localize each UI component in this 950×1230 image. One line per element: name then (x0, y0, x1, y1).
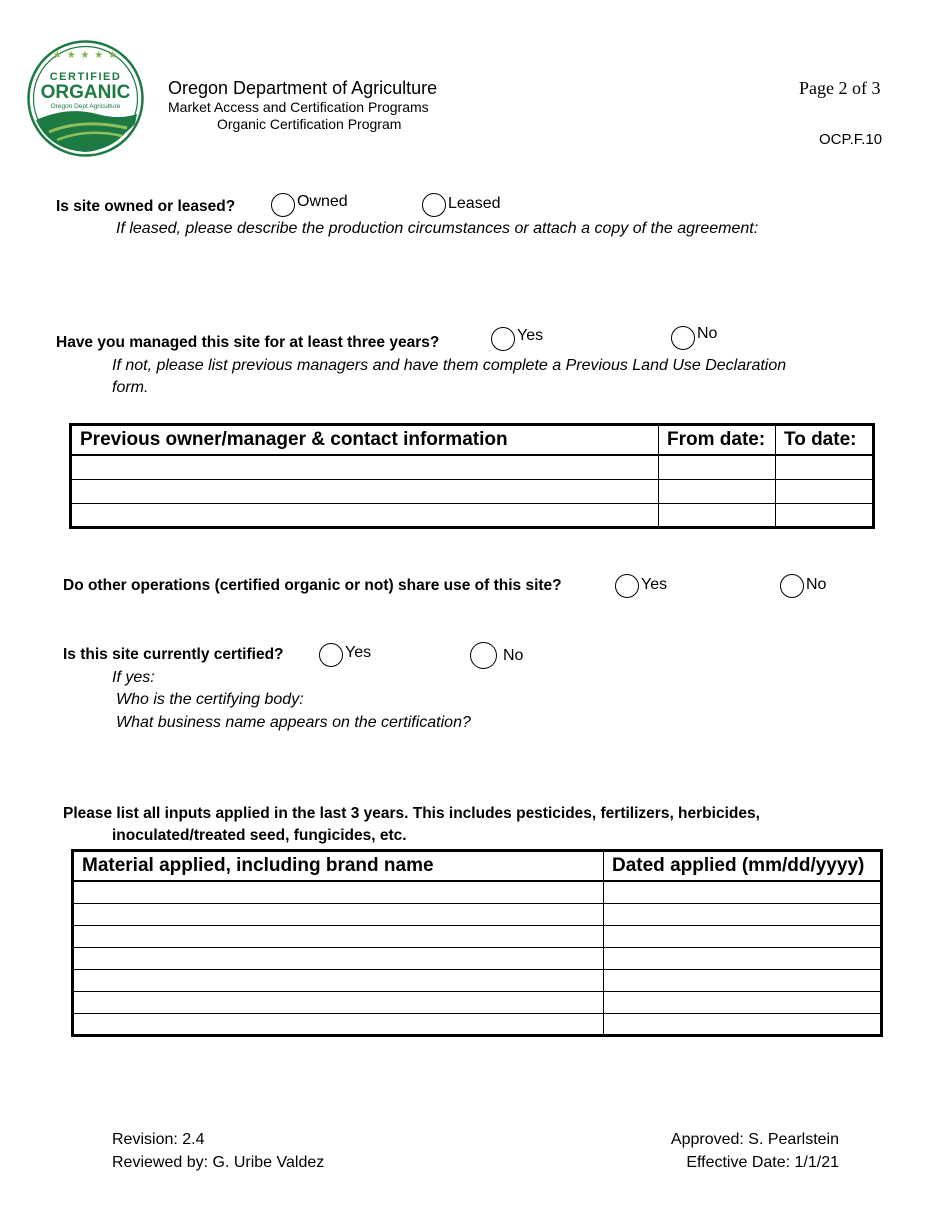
owned-leased-question: Is site owned or leased? (56, 198, 236, 215)
footer-left (112, 1128, 324, 1174)
table-cell[interactable] (73, 903, 604, 925)
owned-radio[interactable] (271, 193, 295, 217)
table-cell[interactable] (776, 479, 874, 503)
leased-note: If leased, please describe the production circumstances or attach a copy of the agreement: (116, 220, 759, 237)
share-no-radio[interactable] (780, 574, 804, 598)
revision: Revision: 2.4 (112, 1131, 205, 1148)
table-cell[interactable] (659, 479, 776, 503)
reviewed-by: Reviewed by: G. Uribe Valdez (112, 1154, 325, 1171)
managed-yes-label: Yes (517, 327, 544, 344)
table-cell[interactable] (659, 455, 776, 479)
table-cell[interactable] (71, 503, 659, 527)
owned-option[interactable] (271, 193, 348, 217)
table-row (71, 503, 874, 527)
table-row (73, 991, 882, 1013)
form-code: OCP.F.10 (819, 131, 883, 148)
table-cell[interactable] (73, 1013, 604, 1035)
share-no-label: No (806, 576, 827, 593)
table-row (71, 455, 874, 479)
inputs-instruction-line1: Please list all inputs applied in the last 3 years. This includes pesticides, fertilizers, herbicides, (63, 805, 760, 822)
table-row (73, 1013, 882, 1035)
logo-stars: ★ ★ ★ ★ ★ (53, 50, 118, 61)
previous-managers-table (69, 423, 875, 529)
inputs-table (71, 849, 883, 1037)
table-cell[interactable] (604, 991, 882, 1013)
approved-by: Approved: S. Pearlstein (670, 1131, 839, 1148)
certified-organic-logo (27, 40, 144, 157)
dept-name: Oregon Department of Agriculture (168, 78, 438, 98)
certified-yes-label: Yes (345, 644, 372, 661)
leased-radio[interactable] (422, 193, 446, 217)
table-cell[interactable] (604, 925, 882, 947)
table-cell[interactable] (73, 925, 604, 947)
table-row (73, 947, 882, 969)
managed-yes-radio[interactable] (491, 327, 515, 351)
table-cell[interactable] (604, 969, 882, 991)
table-header-row (73, 851, 882, 882)
programs-name: Market Access and Certification Programs (168, 99, 429, 115)
leased-label: Leased (448, 195, 501, 212)
certifying-body-prompt: Who is the certifying body: (116, 691, 304, 708)
certified-no-radio[interactable] (470, 642, 497, 669)
table-row (73, 881, 882, 903)
table-cell[interactable] (71, 455, 659, 479)
material-header: Material applied, including brand name (73, 851, 604, 882)
table-row (73, 925, 882, 947)
leased-option[interactable] (422, 193, 501, 217)
table-header-row (71, 425, 874, 456)
table-cell[interactable] (776, 503, 874, 527)
table-row (73, 903, 882, 925)
managed-no-option[interactable] (671, 326, 717, 350)
owned-label: Owned (297, 193, 348, 210)
from-date-header: From date: (659, 425, 776, 456)
footer-right (671, 1128, 839, 1174)
certified-yes-option[interactable] (319, 643, 371, 667)
table-row (73, 969, 882, 991)
managed-note-line1: If not, please list previous managers and have them complete a Previous Land Use Declaration (112, 357, 787, 374)
share-yes-label: Yes (641, 576, 668, 593)
certified-no-label: No (503, 646, 524, 664)
effective-date: Effective Date: 1/1/21 (686, 1154, 839, 1171)
certified-yes-radio[interactable] (319, 643, 343, 667)
table-cell[interactable] (604, 1013, 882, 1035)
certified-no-option[interactable] (470, 642, 523, 669)
table-cell[interactable] (776, 455, 874, 479)
inputs-instruction-line2: inoculated/treated seed, fungicides, etc. (112, 827, 407, 844)
share-question: Do other operations (certified organic or not) share use of this site? (63, 577, 562, 594)
table-cell[interactable] (659, 503, 776, 527)
table-cell[interactable] (604, 881, 882, 903)
managed-no-radio[interactable] (671, 326, 695, 350)
owner-contact-header: Previous owner/manager & contact information (71, 425, 659, 456)
to-date-header: To date: (776, 425, 874, 456)
share-yes-option[interactable] (615, 574, 667, 598)
date-applied-header: Dated applied (mm/dd/yyyy) (604, 851, 882, 882)
certified-question: Is this site currently certified? (63, 646, 284, 663)
logo-agency: Oregon Dept Agriculture (50, 103, 121, 110)
table-cell[interactable] (604, 903, 882, 925)
table-row (71, 479, 874, 503)
program-name: Organic Certification Program (217, 116, 402, 132)
page-number: Page 2 of 3 (799, 78, 881, 98)
table-cell[interactable] (73, 947, 604, 969)
table-cell[interactable] (73, 969, 604, 991)
share-yes-radio[interactable] (615, 574, 639, 598)
table-cell[interactable] (73, 991, 604, 1013)
table-cell[interactable] (604, 947, 882, 969)
if-yes-label: If yes: (112, 669, 155, 686)
business-name-prompt: What business name appears on the certification? (116, 714, 471, 731)
logo-organic: ORGANIC (40, 82, 131, 103)
managed-note-line2: form. (112, 379, 149, 396)
table-cell[interactable] (71, 479, 659, 503)
logo-certified: CERTIFIED (49, 71, 122, 83)
managed-no-label: No (697, 325, 718, 342)
managed-yes-option[interactable] (491, 327, 543, 351)
table-cell[interactable] (73, 881, 604, 903)
share-no-option[interactable] (780, 574, 826, 598)
managed-question: Have you managed this site for at least three years? (56, 334, 440, 351)
